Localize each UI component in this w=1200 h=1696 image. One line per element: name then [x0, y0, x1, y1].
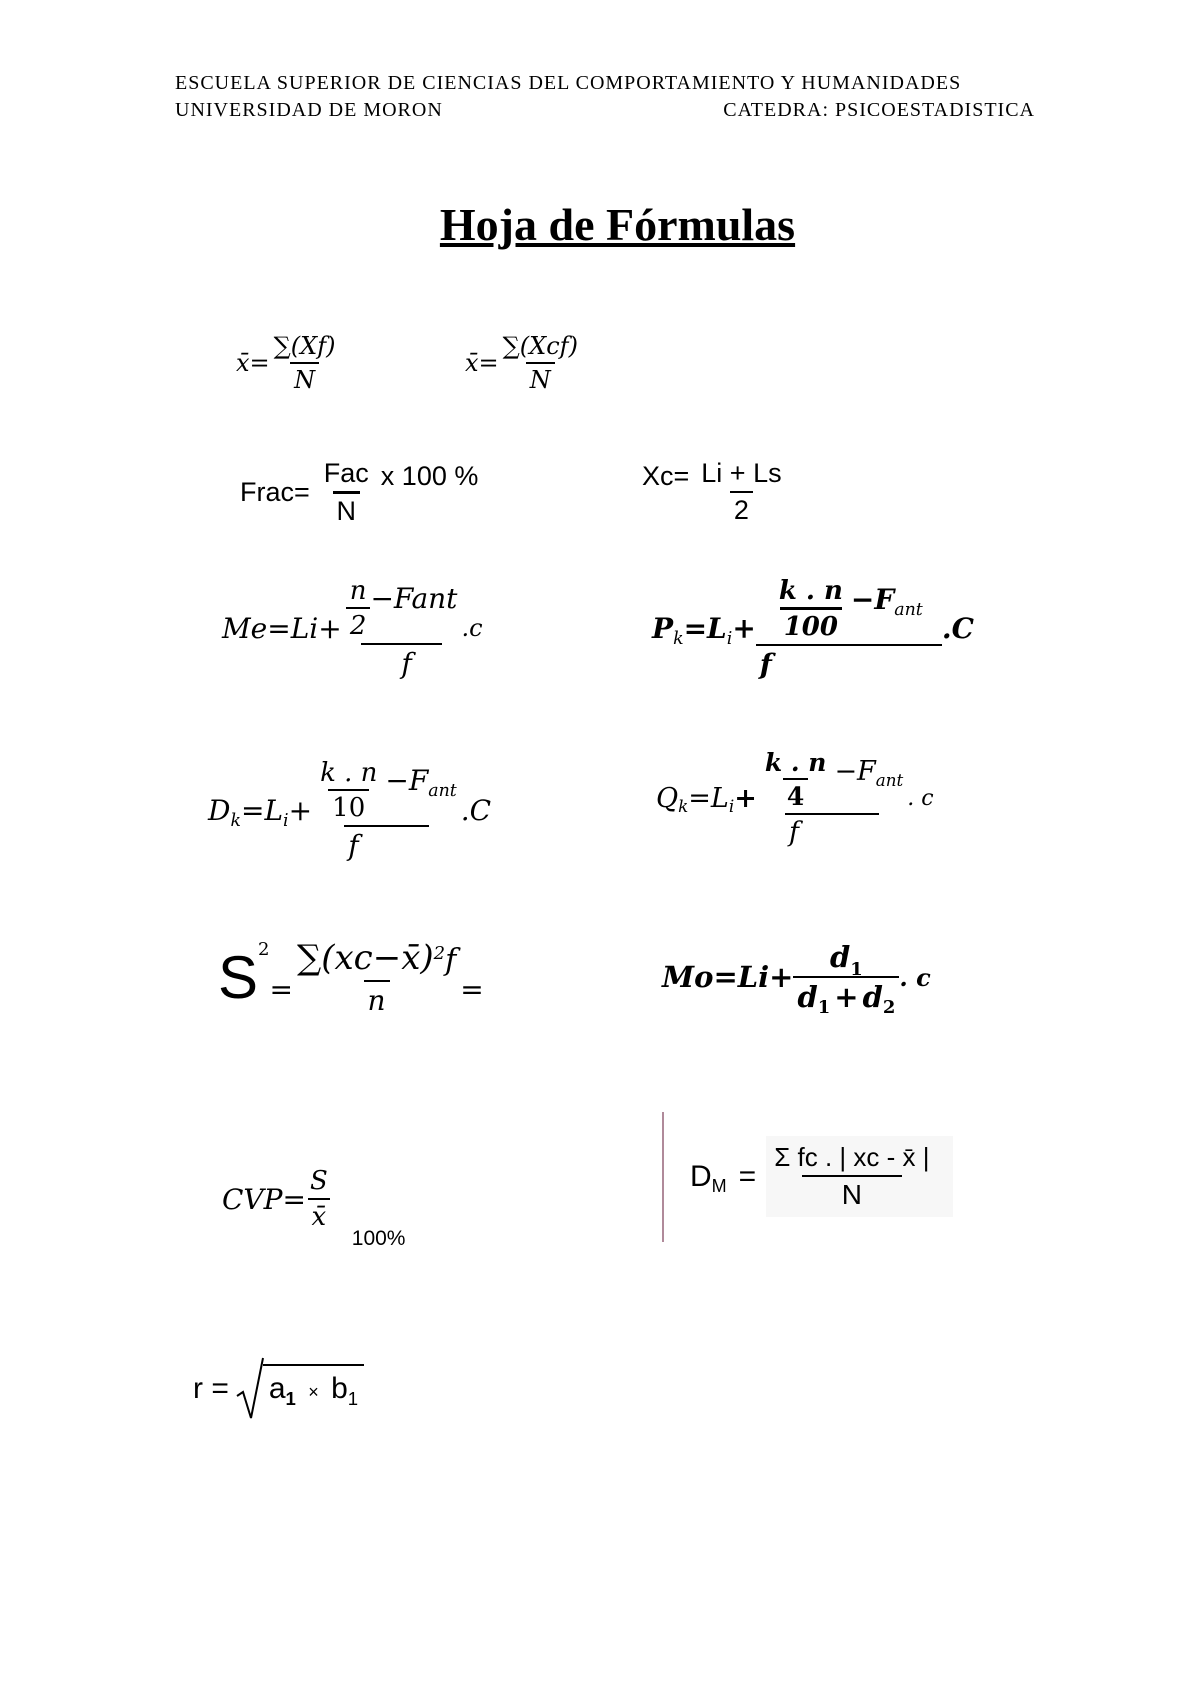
qk-inner-numerator: k . n: [764, 748, 827, 777]
dk-eq-l: =L: [240, 793, 284, 827]
dm-lhs: [690, 1160, 727, 1194]
dk-numerator: [312, 758, 461, 825]
pk-symbol: P: [652, 612, 674, 645]
pk-denominator: f: [756, 644, 942, 681]
mean-denominator: N: [290, 362, 319, 394]
r-lhs: r =: [193, 1372, 229, 1405]
dm-fraction: [766, 1136, 953, 1217]
formula-median: [222, 576, 483, 680]
header-course: CATEDRA: PSICOESTADISTICA: [723, 99, 1035, 121]
s2-num-f: f: [445, 943, 457, 978]
qk-tail: . c: [907, 785, 934, 811]
pk-numerator: [771, 576, 927, 644]
mean-grouped-symbol: x̄=: [465, 349, 499, 377]
cvp-lhs: CVP=: [222, 1182, 306, 1216]
s2-symbol: S: [218, 944, 259, 1011]
dk-lhs: [208, 793, 241, 831]
dk-minus: [385, 764, 457, 802]
cvp-denominator: x̄: [308, 1198, 331, 1232]
frac-fraction: [320, 458, 373, 527]
formula-relative-frequency: [240, 458, 478, 527]
dk-eq: [240, 793, 289, 831]
dk-inner-denominator: 10: [328, 789, 369, 823]
r-b-subscript: 1: [347, 1387, 359, 1409]
formula-class-mark: [642, 458, 786, 526]
pk-minus-f: −F: [850, 583, 895, 616]
pk-inner-denominator: 100: [780, 607, 842, 642]
mo-lhs: Mo=Li+: [662, 960, 794, 994]
mo-denominator: [793, 976, 899, 1019]
mean-fraction: [270, 332, 340, 394]
dk-subscript: k: [230, 810, 241, 831]
dm-numerator: Σ fc . | xc - x̄ |: [774, 1142, 930, 1172]
sqrt-radical-icon: [235, 1354, 265, 1424]
header-university: UNIVERSIDAD DE MORON: [175, 99, 443, 121]
qk-symbol: Q: [656, 782, 679, 814]
pk-minus-subscript: ant: [894, 600, 923, 621]
dm-equals: =: [738, 1159, 757, 1193]
qk-lhs: [656, 782, 689, 817]
me-inner-numerator: n: [349, 576, 367, 606]
divider-line: [662, 1112, 664, 1242]
mo-num-d: d: [830, 940, 851, 974]
pk-inner-fraction: [775, 576, 847, 642]
qk-minus: [834, 756, 904, 790]
me-inner-fraction: [346, 576, 371, 641]
qk-subscript: k: [678, 796, 689, 817]
pk-eq: [683, 612, 733, 650]
pk-subscript: k: [673, 629, 684, 650]
pk-lhs: [652, 612, 684, 650]
formula-mean-grouped: [465, 332, 582, 394]
frac-multiplier: x 100 %: [380, 461, 479, 491]
dk-inner-fraction: [316, 758, 381, 823]
me-tail: .c: [461, 614, 483, 642]
mo-den-sub2: 2: [882, 997, 896, 1019]
mean-numerator: ∑(Xf): [273, 332, 336, 360]
frac-numerator: Fac: [323, 458, 369, 488]
qk-fraction: [757, 748, 907, 848]
dk-symbol: D: [208, 793, 231, 827]
mo-num-subscript: 1: [850, 959, 863, 981]
me-inner-denominator: 2: [346, 607, 371, 641]
dk-tail: .C: [460, 793, 492, 827]
s2-tail: =: [460, 973, 484, 1006]
formula-decile: [208, 758, 491, 862]
cvp-numerator: S: [309, 1166, 328, 1196]
r-a: a: [268, 1372, 286, 1405]
s2-exponent: 2: [258, 939, 270, 960]
header-institution: ESCUELA SUPERIOR DE CIENCIAS DEL COMPORTAMIENTO Y HUMANIDADES: [175, 72, 962, 94]
me-denominator: f: [361, 643, 441, 680]
formula-mode: [662, 940, 931, 1019]
mo-tail: . c: [899, 962, 931, 992]
s2-num-exponent: 2: [433, 943, 446, 964]
frac-label: Frac=: [240, 477, 310, 507]
s2-num-sum: ∑(xc−x̄): [296, 938, 434, 978]
formula-coefficient-variation: [222, 1166, 406, 1250]
qk-denominator: f: [785, 813, 879, 848]
qk-eq: [688, 782, 735, 817]
pk-eq-subscript: i: [726, 629, 733, 650]
xc-label: Xc=: [642, 460, 690, 491]
pk-plus: +: [732, 612, 756, 645]
mean-grouped-fraction: [499, 332, 582, 394]
formula-variance: [218, 938, 484, 1017]
mo-fraction: [793, 940, 899, 1019]
r-radicand: [263, 1364, 364, 1409]
formula-quartile: [656, 748, 934, 848]
s2-equals: =: [269, 973, 293, 1006]
formula-percentile: [652, 576, 974, 681]
formula-correlation: [193, 1354, 364, 1424]
dm-symbol: D: [690, 1159, 712, 1193]
qk-plus: +: [734, 782, 757, 814]
cvp-fraction: [306, 1166, 332, 1232]
qk-eq-subscript: i: [728, 796, 735, 817]
page-title: Hoja de Fórmulas: [439, 199, 796, 250]
s2-denominator: n: [364, 980, 390, 1017]
frac-denominator: N: [333, 491, 361, 527]
formula-mean-simple: [236, 332, 339, 394]
dk-eq-subscript: i: [283, 810, 289, 831]
mo-den-plus: +: [834, 980, 859, 1014]
r-a-subscript: 1: [285, 1387, 296, 1409]
me-lhs: Me=Li+: [222, 611, 342, 645]
dk-minus-subscript: ant: [428, 781, 457, 802]
qk-inner-fraction: [761, 748, 831, 811]
cvp-percent: 100%: [351, 1227, 406, 1250]
formula-mean-deviation: [690, 1136, 953, 1217]
qk-minus-f: −F: [834, 756, 876, 787]
dk-inner-numerator: k . n: [320, 758, 378, 788]
dm-subscript: M: [711, 1175, 727, 1196]
s2-numerator: [293, 938, 460, 980]
qk-inner-denominator: 4: [783, 778, 808, 811]
me-minus-fant: −Fant: [370, 582, 458, 615]
dk-plus: +: [288, 793, 313, 827]
mo-den-d2: d: [862, 980, 883, 1014]
dm-denominator: N: [802, 1175, 902, 1211]
r-times: ×: [308, 1382, 319, 1402]
mo-den-d1: d: [797, 980, 818, 1014]
xc-denominator: 2: [730, 491, 753, 526]
pk-fraction: [756, 576, 942, 681]
mean-grouped-numerator: ∑(Xcf): [502, 332, 578, 360]
pk-inner-numerator: k . n: [778, 576, 843, 606]
me-fraction: [342, 576, 462, 680]
qk-minus-subscript: ant: [875, 769, 904, 790]
pk-minus: [850, 583, 923, 621]
xc-numerator: Li + Ls: [701, 458, 782, 488]
mean-grouped-denominator: N: [526, 362, 555, 394]
dk-denominator: f: [344, 825, 428, 862]
dk-fraction: [312, 758, 461, 862]
mo-den-sub1: 1: [817, 997, 831, 1019]
pk-tail: .C: [941, 612, 974, 645]
qk-numerator: [757, 748, 907, 813]
qk-eq-l: =L: [688, 782, 729, 814]
dk-minus-f: −F: [385, 764, 429, 797]
xc-fraction: [697, 458, 785, 526]
me-numerator: [342, 576, 462, 643]
r-b: b: [331, 1372, 348, 1405]
pk-eq-l: =L: [683, 612, 727, 645]
mo-numerator: [826, 940, 867, 981]
s2-fraction: [293, 938, 460, 1017]
mean-symbol: x̄=: [236, 349, 270, 377]
